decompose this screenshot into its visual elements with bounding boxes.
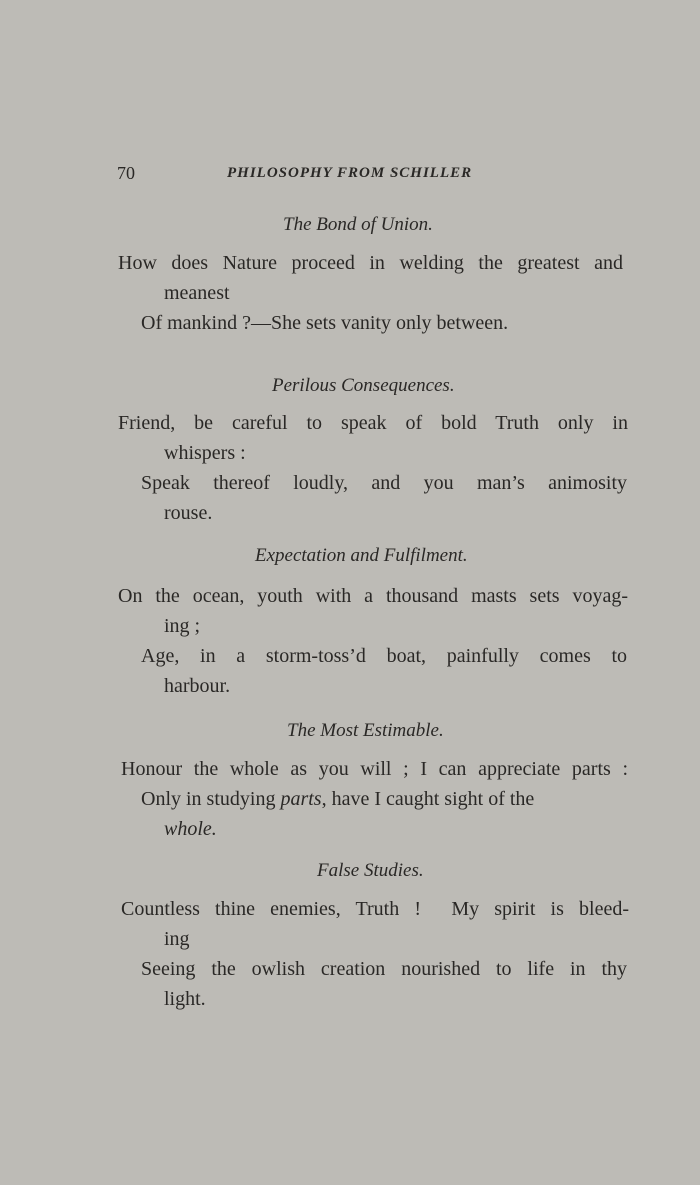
poem-line: meanest: [164, 282, 230, 304]
poem-line: Friend, be careful to speak of bold Truth only in: [118, 412, 628, 434]
line-text: Only in studying: [141, 788, 281, 810]
page-number: 70: [117, 163, 135, 183]
poem-line: whispers :: [164, 442, 246, 464]
poem-line: light.: [164, 988, 206, 1010]
poem-title: The Most Estimable.: [287, 720, 444, 741]
poem-title: The Bond of Union.: [283, 214, 433, 235]
poem-title: Perilous Consequences.: [272, 375, 455, 396]
poem-title: False Studies.: [317, 860, 424, 881]
poem-line: [141, 788, 627, 811]
poem-line: Honour the whole as you will ; I can appreciate parts :: [121, 758, 628, 780]
poem-line: Speak thereof loudly, and you man’s animosity: [141, 472, 627, 494]
page-header: [117, 163, 517, 189]
running-title: PHILOSOPHY FROM SCHILLER: [227, 165, 473, 181]
emphasis-text: parts: [280, 788, 322, 810]
poem-line: ing ;: [164, 615, 201, 637]
poem-line: On the ocean, youth with a thousand masts sets voyag-: [118, 585, 628, 607]
poem-line: harbour.: [164, 675, 231, 697]
poem-line: How does Nature proceed in welding the greatest and: [118, 252, 623, 274]
poem-line: Age, in a storm-toss’d boat, painfully comes to: [141, 645, 627, 667]
poem-title: Expectation and Fulfilment.: [255, 545, 468, 566]
poem-line: rouse.: [164, 502, 213, 524]
poem-line: Of mankind ?—She sets vanity only between.: [141, 312, 509, 334]
poem-line: Countless thine enemies, Truth ! My spirit is bleed-: [121, 898, 629, 920]
line-text: , have I caught sight of the: [321, 788, 535, 810]
poem-line: whole.: [164, 818, 217, 840]
poem-line: ing: [164, 928, 190, 950]
poem-line: Seeing the owlish creation nourished to life in thy: [141, 958, 627, 980]
